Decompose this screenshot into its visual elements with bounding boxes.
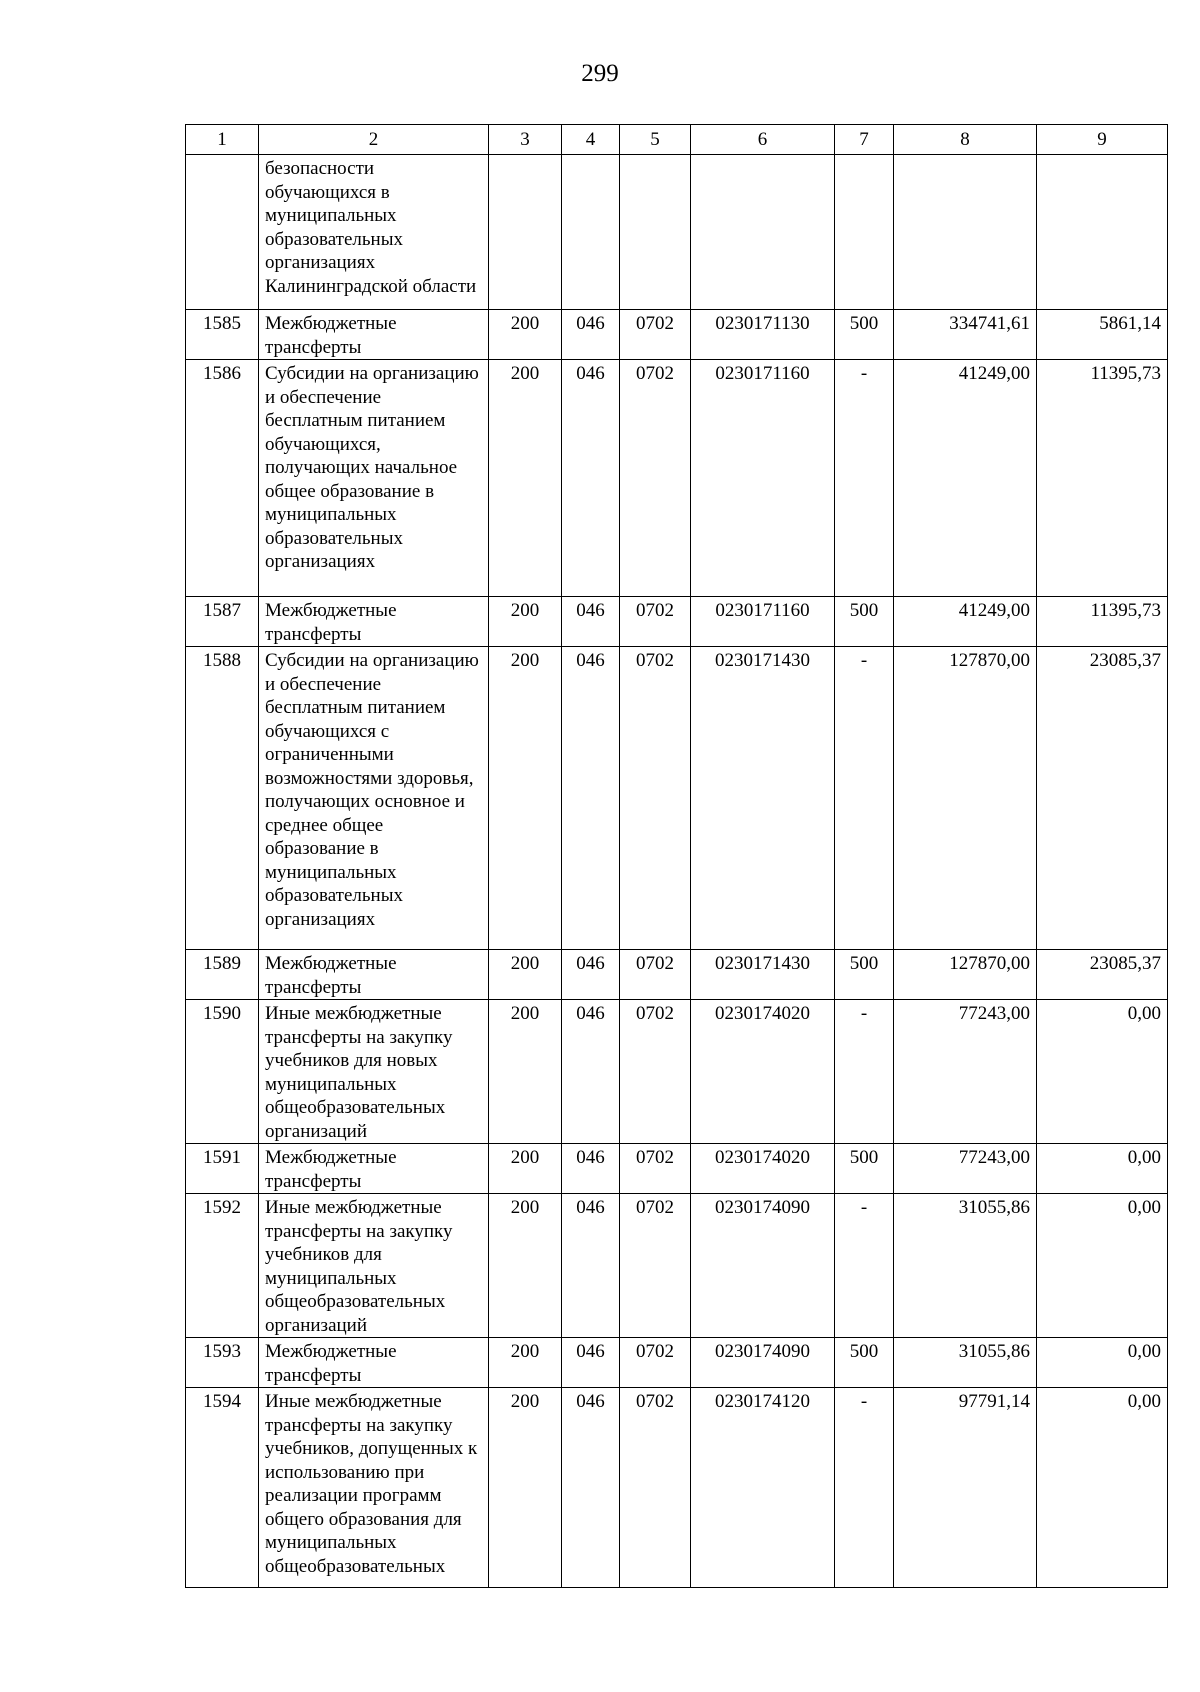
cell-col7: 500: [835, 1144, 894, 1194]
cell-number: 1594: [186, 1388, 259, 1588]
column-header: 9: [1037, 125, 1168, 155]
cell-col4: 046: [562, 1194, 620, 1338]
column-header: 4: [562, 125, 620, 155]
cell-col6: 0230171130: [691, 310, 835, 360]
cell-col9: [1037, 155, 1168, 310]
cell-col7: [835, 155, 894, 310]
column-header: 3: [489, 125, 562, 155]
cell-number: 1589: [186, 950, 259, 1000]
cell-number: 1585: [186, 310, 259, 360]
cell-col3: 200: [489, 1338, 562, 1388]
cell-name: Межбюджетные трансферты: [259, 310, 489, 360]
cell-col8: 31055,86: [894, 1194, 1037, 1338]
cell-col4: 046: [562, 1388, 620, 1588]
cell-col4: 046: [562, 1338, 620, 1388]
cell-col4: 046: [562, 1144, 620, 1194]
cell-col6: 0230174020: [691, 1144, 835, 1194]
cell-number: 1586: [186, 360, 259, 597]
column-header: 2: [259, 125, 489, 155]
cell-name: Межбюджетные трансферты: [259, 1338, 489, 1388]
cell-col9: 11395,73: [1037, 597, 1168, 647]
cell-name: Межбюджетные трансферты: [259, 597, 489, 647]
cell-name: Субсидии на организацию и обеспечение бесплатным питанием обучающихся, получающих начальное общее образование в муниципальных образовательных организациях: [259, 360, 489, 597]
table-row: [186, 310, 1168, 360]
cell-col8: 77243,00: [894, 1000, 1037, 1144]
cell-col9: 11395,73: [1037, 360, 1168, 597]
cell-col8: 127870,00: [894, 950, 1037, 1000]
cell-col9: 23085,37: [1037, 950, 1168, 1000]
cell-col3: 200: [489, 360, 562, 597]
cell-col6: 0230171430: [691, 950, 835, 1000]
cell-col5: [620, 155, 691, 310]
table-row: [186, 1338, 1168, 1388]
cell-col4: [562, 155, 620, 310]
cell-col7: 500: [835, 950, 894, 1000]
cell-col5: 0702: [620, 950, 691, 1000]
column-header-row: [186, 125, 1168, 155]
cell-col9: 0,00: [1037, 1338, 1168, 1388]
cell-col8: 97791,14: [894, 1388, 1037, 1588]
page-number: 299: [581, 60, 619, 87]
cell-col5: 0702: [620, 1338, 691, 1388]
column-header: 5: [620, 125, 691, 155]
cell-col8: 41249,00: [894, 360, 1037, 597]
table-row: [186, 1000, 1168, 1144]
table-row: [186, 360, 1168, 597]
budget-table: [185, 124, 1168, 1588]
cell-col4: 046: [562, 597, 620, 647]
cell-col7: -: [835, 360, 894, 597]
cell-col6: 0230171160: [691, 360, 835, 597]
cell-name: безопасности обучающихся в муниципальных образовательных организациях Калининградской области: [259, 155, 489, 310]
cell-col5: 0702: [620, 1144, 691, 1194]
cell-col4: 046: [562, 950, 620, 1000]
cell-name: Межбюджетные трансферты: [259, 1144, 489, 1194]
table-row: [186, 1194, 1168, 1338]
cell-col6: [691, 155, 835, 310]
cell-name: Межбюджетные трансферты: [259, 950, 489, 1000]
cell-col3: 200: [489, 597, 562, 647]
cell-name: Иные межбюджетные трансферты на закупку учебников, допущенных к использованию при реализации программ общего образования для муниципальных общеобразовательных: [259, 1388, 489, 1588]
cell-col8: [894, 155, 1037, 310]
cell-col8: 127870,00: [894, 647, 1037, 950]
cell-col8: 334741,61: [894, 310, 1037, 360]
cell-number: [186, 155, 259, 310]
cell-col3: 200: [489, 1388, 562, 1588]
cell-col5: 0702: [620, 1000, 691, 1144]
column-header: 1: [186, 125, 259, 155]
cell-col5: 0702: [620, 647, 691, 950]
cell-col6: 0230174090: [691, 1194, 835, 1338]
column-header: 6: [691, 125, 835, 155]
cell-col7: 500: [835, 310, 894, 360]
cell-col7: 500: [835, 1338, 894, 1388]
cell-number: 1588: [186, 647, 259, 950]
cell-col6: 0230171430: [691, 647, 835, 950]
cell-col3: [489, 155, 562, 310]
cell-col3: 200: [489, 310, 562, 360]
cell-col5: 0702: [620, 597, 691, 647]
cell-col6: 0230174120: [691, 1388, 835, 1588]
cell-col5: 0702: [620, 310, 691, 360]
table-row: [186, 597, 1168, 647]
cell-col9: 0,00: [1037, 1388, 1168, 1588]
cell-col7: -: [835, 1388, 894, 1588]
cell-name: Субсидии на организацию и обеспечение бесплатным питанием обучающихся с ограниченными возможностями здоровья, получающих основное и среднее общее образование в муниципальных образовательных организациях: [259, 647, 489, 950]
cell-col3: 200: [489, 647, 562, 950]
cell-col8: 41249,00: [894, 597, 1037, 647]
cell-col5: 0702: [620, 1194, 691, 1338]
cell-col7: -: [835, 1194, 894, 1338]
cell-col9: 0,00: [1037, 1000, 1168, 1144]
cell-name: Иные межбюджетные трансферты на закупку учебников для новых муниципальных общеобразовательных организаций: [259, 1000, 489, 1144]
cell-number: 1590: [186, 1000, 259, 1144]
cell-number: 1587: [186, 597, 259, 647]
table-row: [186, 950, 1168, 1000]
cell-col9: 0,00: [1037, 1194, 1168, 1338]
cell-col3: 200: [489, 1144, 562, 1194]
cell-col4: 046: [562, 647, 620, 950]
cell-col4: 046: [562, 310, 620, 360]
cell-col6: 0230171160: [691, 597, 835, 647]
cell-col9: 23085,37: [1037, 647, 1168, 950]
cell-col7: -: [835, 647, 894, 950]
cell-col8: 77243,00: [894, 1144, 1037, 1194]
table-row: [186, 1144, 1168, 1194]
cell-col5: 0702: [620, 360, 691, 597]
cell-col6: 0230174020: [691, 1000, 835, 1144]
table-row: [186, 647, 1168, 950]
cell-number: 1592: [186, 1194, 259, 1338]
cell-col3: 200: [489, 950, 562, 1000]
cell-number: 1593: [186, 1338, 259, 1388]
cell-col4: 046: [562, 1000, 620, 1144]
cell-col7: 500: [835, 597, 894, 647]
cell-col5: 0702: [620, 1388, 691, 1588]
cell-col6: 0230174090: [691, 1338, 835, 1388]
cell-col9: 0,00: [1037, 1144, 1168, 1194]
cell-col3: 200: [489, 1194, 562, 1338]
cell-name: Иные межбюджетные трансферты на закупку учебников для муниципальных общеобразовательных организаций: [259, 1194, 489, 1338]
cell-col9: 5861,14: [1037, 310, 1168, 360]
cell-col8: 31055,86: [894, 1338, 1037, 1388]
column-header: 8: [894, 125, 1037, 155]
cell-col4: 046: [562, 360, 620, 597]
column-header: 7: [835, 125, 894, 155]
cell-number: 1591: [186, 1144, 259, 1194]
cell-col3: 200: [489, 1000, 562, 1144]
cell-col7: -: [835, 1000, 894, 1144]
table-row: [186, 155, 1168, 310]
table-row: [186, 1388, 1168, 1588]
